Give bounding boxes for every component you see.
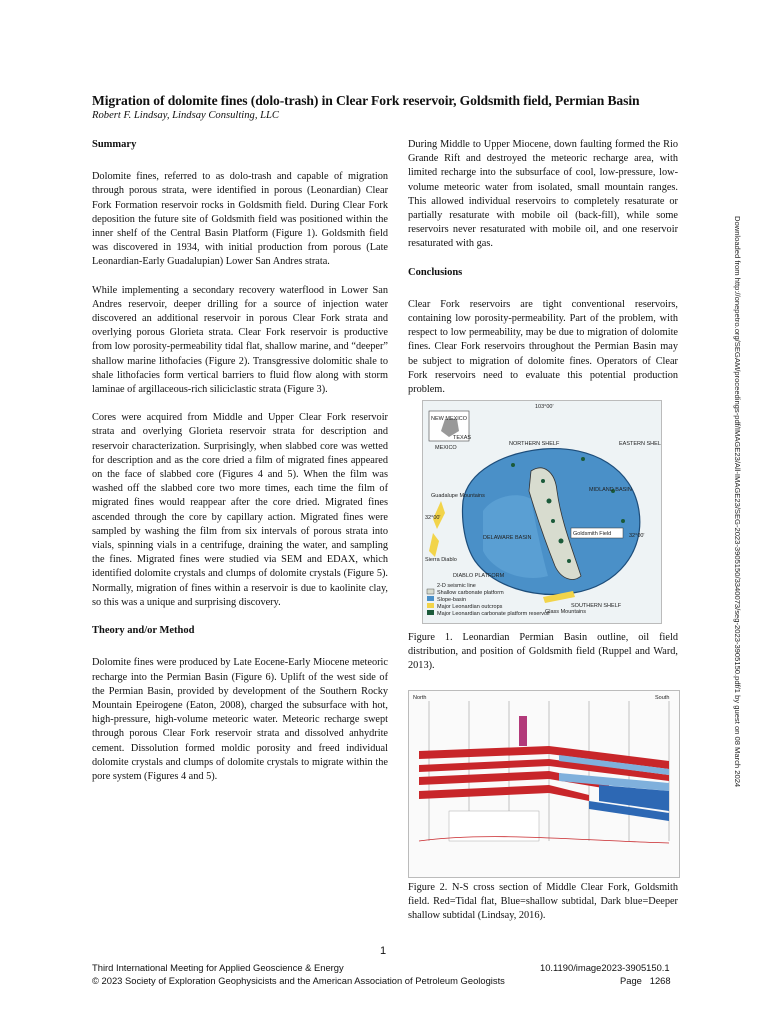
summary-heading: Summary: [92, 139, 137, 150]
footer-page: [620, 975, 671, 987]
lon-label: 103°00': [535, 404, 554, 410]
method-paragraph-2: During Middle to Upper Miocene, down faulting formed the Rio Grande Rift and destroyed the meteoric recharge area, with limited recharge into the subsurface of cool, low-pressure, low-volume meteoric water from isolated, small mountain ranges. This allowed individual reservoirs to completely resaturate or partially resaturate with mobile oil (back-fill), while some reservoirs never resaturated with mobile oil, and one reservoir resaturated with gas.: [408, 139, 678, 250]
method-heading: Theory and/or Method: [92, 625, 195, 637]
delaware-basin-label: DELAWARE BASIN: [483, 535, 532, 541]
method-paragraph: Dolomite fines were produced by Late Eocene-Early Miocene meteoric recharge into the Permian Basin (Figure 6). Uplift of the west side of the Permian Basin, provided by development of the Southern Rocky Mountain Epeirogene (Eaton, 2008), charged the subsurface with hot, high-pressure, high-volume meteoric water. Meteoric recharge swept through porous Clear Fork reservoir strata and dissolved anhydrite cement. Dissolution formed moldic porosity and freed individual dolomite crystals and clumps of dolomite crystals to migrate within the pore system (Figures 4 and 5).: [92, 657, 388, 782]
legend-platform: Shallow carbonate platform: [437, 590, 504, 596]
left-column: [92, 138, 388, 798]
legend-reservoir: Major Leonardian carbonate platform reservoir: [437, 611, 551, 617]
paper-author: Robert F. Lindsay, Lindsay Consulting, LLC: [92, 110, 279, 121]
sierra-label: Sierra Diablo: [425, 557, 457, 563]
conclusions-paragraph: Clear Fork reservoirs are tight conventional reservoirs, containing low porosity-permeability. Part of the problem, with respect to low permeability, may be due to migration of dolomite fines. Clear Fork reservoirs throughout the Permian Basin may be subject to migration of dolomite fines. Operators of Clear Fork reservoirs need to evaluate this potential production problem.: [408, 298, 678, 396]
midland-basin-label: MIDLAND BASIN: [589, 487, 632, 493]
guadalupe-label: Guadalupe Mountains: [431, 493, 485, 499]
permian-basin-map: [423, 401, 661, 623]
footer-conference: Third International Meeting for Applied Geoscience & Energy: [92, 962, 344, 973]
conclusions-heading: Conclusions: [408, 266, 463, 278]
mexico-label: MEXICO: [435, 445, 457, 451]
legend-slope: Slope-basin: [437, 597, 467, 603]
northern-shelf-label: NORTHERN SHELF: [509, 441, 560, 447]
north-label: North: [413, 695, 427, 701]
summary-paragraph-2: While implementing a secondary recovery waterflood in Lower San Andres reservoir, deeper drilling for a source of injection water discovered an additional reservoir in porous Clear Fork strata and overlying porous Glorieta strata. Clear Fork reservoir is productive from low porosity-permeability tidal flat, shallow marine, and “deeper” shallow marine lithofacies (Figure 2). Transgressive dolomitic shale to shale lithofacies form vertical barriers to fluid flow along with storm laminae of argillaceous-rich siliciclastic strata (Figure 3).: [92, 284, 388, 396]
glass-label: Glass Mountains: [545, 609, 586, 615]
figure-1-map: [422, 400, 662, 624]
south-label: South: [655, 695, 670, 701]
paper-title: Migration of dolomite fines (dolo-trash) in Clear Fork reservoir, Goldsmith field, Permian Basin: [92, 93, 640, 108]
legend-outcrops: Major Leonardian outcrops: [437, 604, 503, 610]
core-interval: [519, 716, 527, 746]
eastern-shelf-label: EASTERN SHELF: [619, 441, 661, 447]
footer-doi: 10.1190/image2023-3905150.1: [540, 962, 670, 973]
download-sidebar: [729, 216, 743, 786]
footer-copyright: © 2023 Society of Exploration Geophysicists and the American Association of Petroleum Geologists: [92, 975, 505, 986]
figure-1-caption: Figure 1. Leonardian Permian Basin outline, oil field distribution, and position of Goldsmith field (Ruppel and Ward, 2013).: [408, 632, 678, 672]
new-mexico-label: NEW MEXICO: [431, 416, 468, 422]
diablo-label: DIABLO PLATFORM: [453, 573, 505, 579]
texas-label: TEXAS: [453, 435, 472, 441]
goldsmith-label: Goldsmith Field: [573, 531, 612, 537]
cross-section-svg: [409, 691, 679, 877]
footer-page-value: 1268: [649, 975, 671, 986]
lat-right-label: 32°00': [629, 533, 645, 539]
figure-2-caption: Figure 2. N-S cross section of Middle Clear Fork, Goldsmith field. Red=Tidal flat, Blue=shallow subtidal, Dark blue=Deeper shallow subtidal (Lindsay, 2016).: [408, 882, 678, 922]
download-notice: Downloaded from http://onepetro.org/SEGAM/proceedings-pdf/IMAGE23/All-IMAGE23/SEG-2023-3905150/3340073/seg-2023-3905150.pdf/1 by guest on 08 March 2024: [733, 216, 742, 788]
figure-2-cross-section: [408, 690, 680, 878]
legend-seismic: 2-D seismic line: [437, 583, 476, 589]
lat-left-label: 32°00': [425, 515, 441, 521]
footer-page-label: Page: [620, 975, 642, 986]
southern-shelf-label: SOUTHERN SHELF: [571, 603, 622, 609]
right-column: [408, 138, 678, 411]
page-number: 1: [380, 945, 387, 957]
summary-paragraph-1: Dolomite fines, referred to as dolo-trash and capable of migration through porous strata, were identified in porous (Leonardian) Clear Fork Formation reservoir rocks in Goldsmith field. During Clear Fork deposition the future site of Goldsmith field was positioned within the inner shelf of the Central Basin Platform (Figure 1). Goldsmith field was discovered in 1934, with initial production from porous (Late Leonardian-Early Guadalupian) Lower San Andres strata.: [92, 171, 388, 268]
summary-paragraph-3: Cores were acquired from Middle and Upper Clear Fork reservoir strata and overlying Glorieta reservoir strata for description and reservoir characterization. Surprisingly, when slabbed core was wetted for description and as the core dried a film of migrated fines appeared on the face of slabbed core (Figures 4 and 5). When the film was washed off the slabbed core two more times, each time the film of migrated fines would reappear after the core dried. Migrated fines ascended through the core by capillary action. Migrated fines were sampled by washing the film from six intervals of porous strata into vials, spinning vials in a centrifuge, draining the water, and sampling the fines. Migrated fines were studied via SEM and EDAX, which identified dolomite crystals and clumps of dolomite crystals (Figure 5). Normally, migration of fines within a reservoir is due to kaolinite clay, so this was a unique and surprising discovery.: [92, 412, 388, 608]
